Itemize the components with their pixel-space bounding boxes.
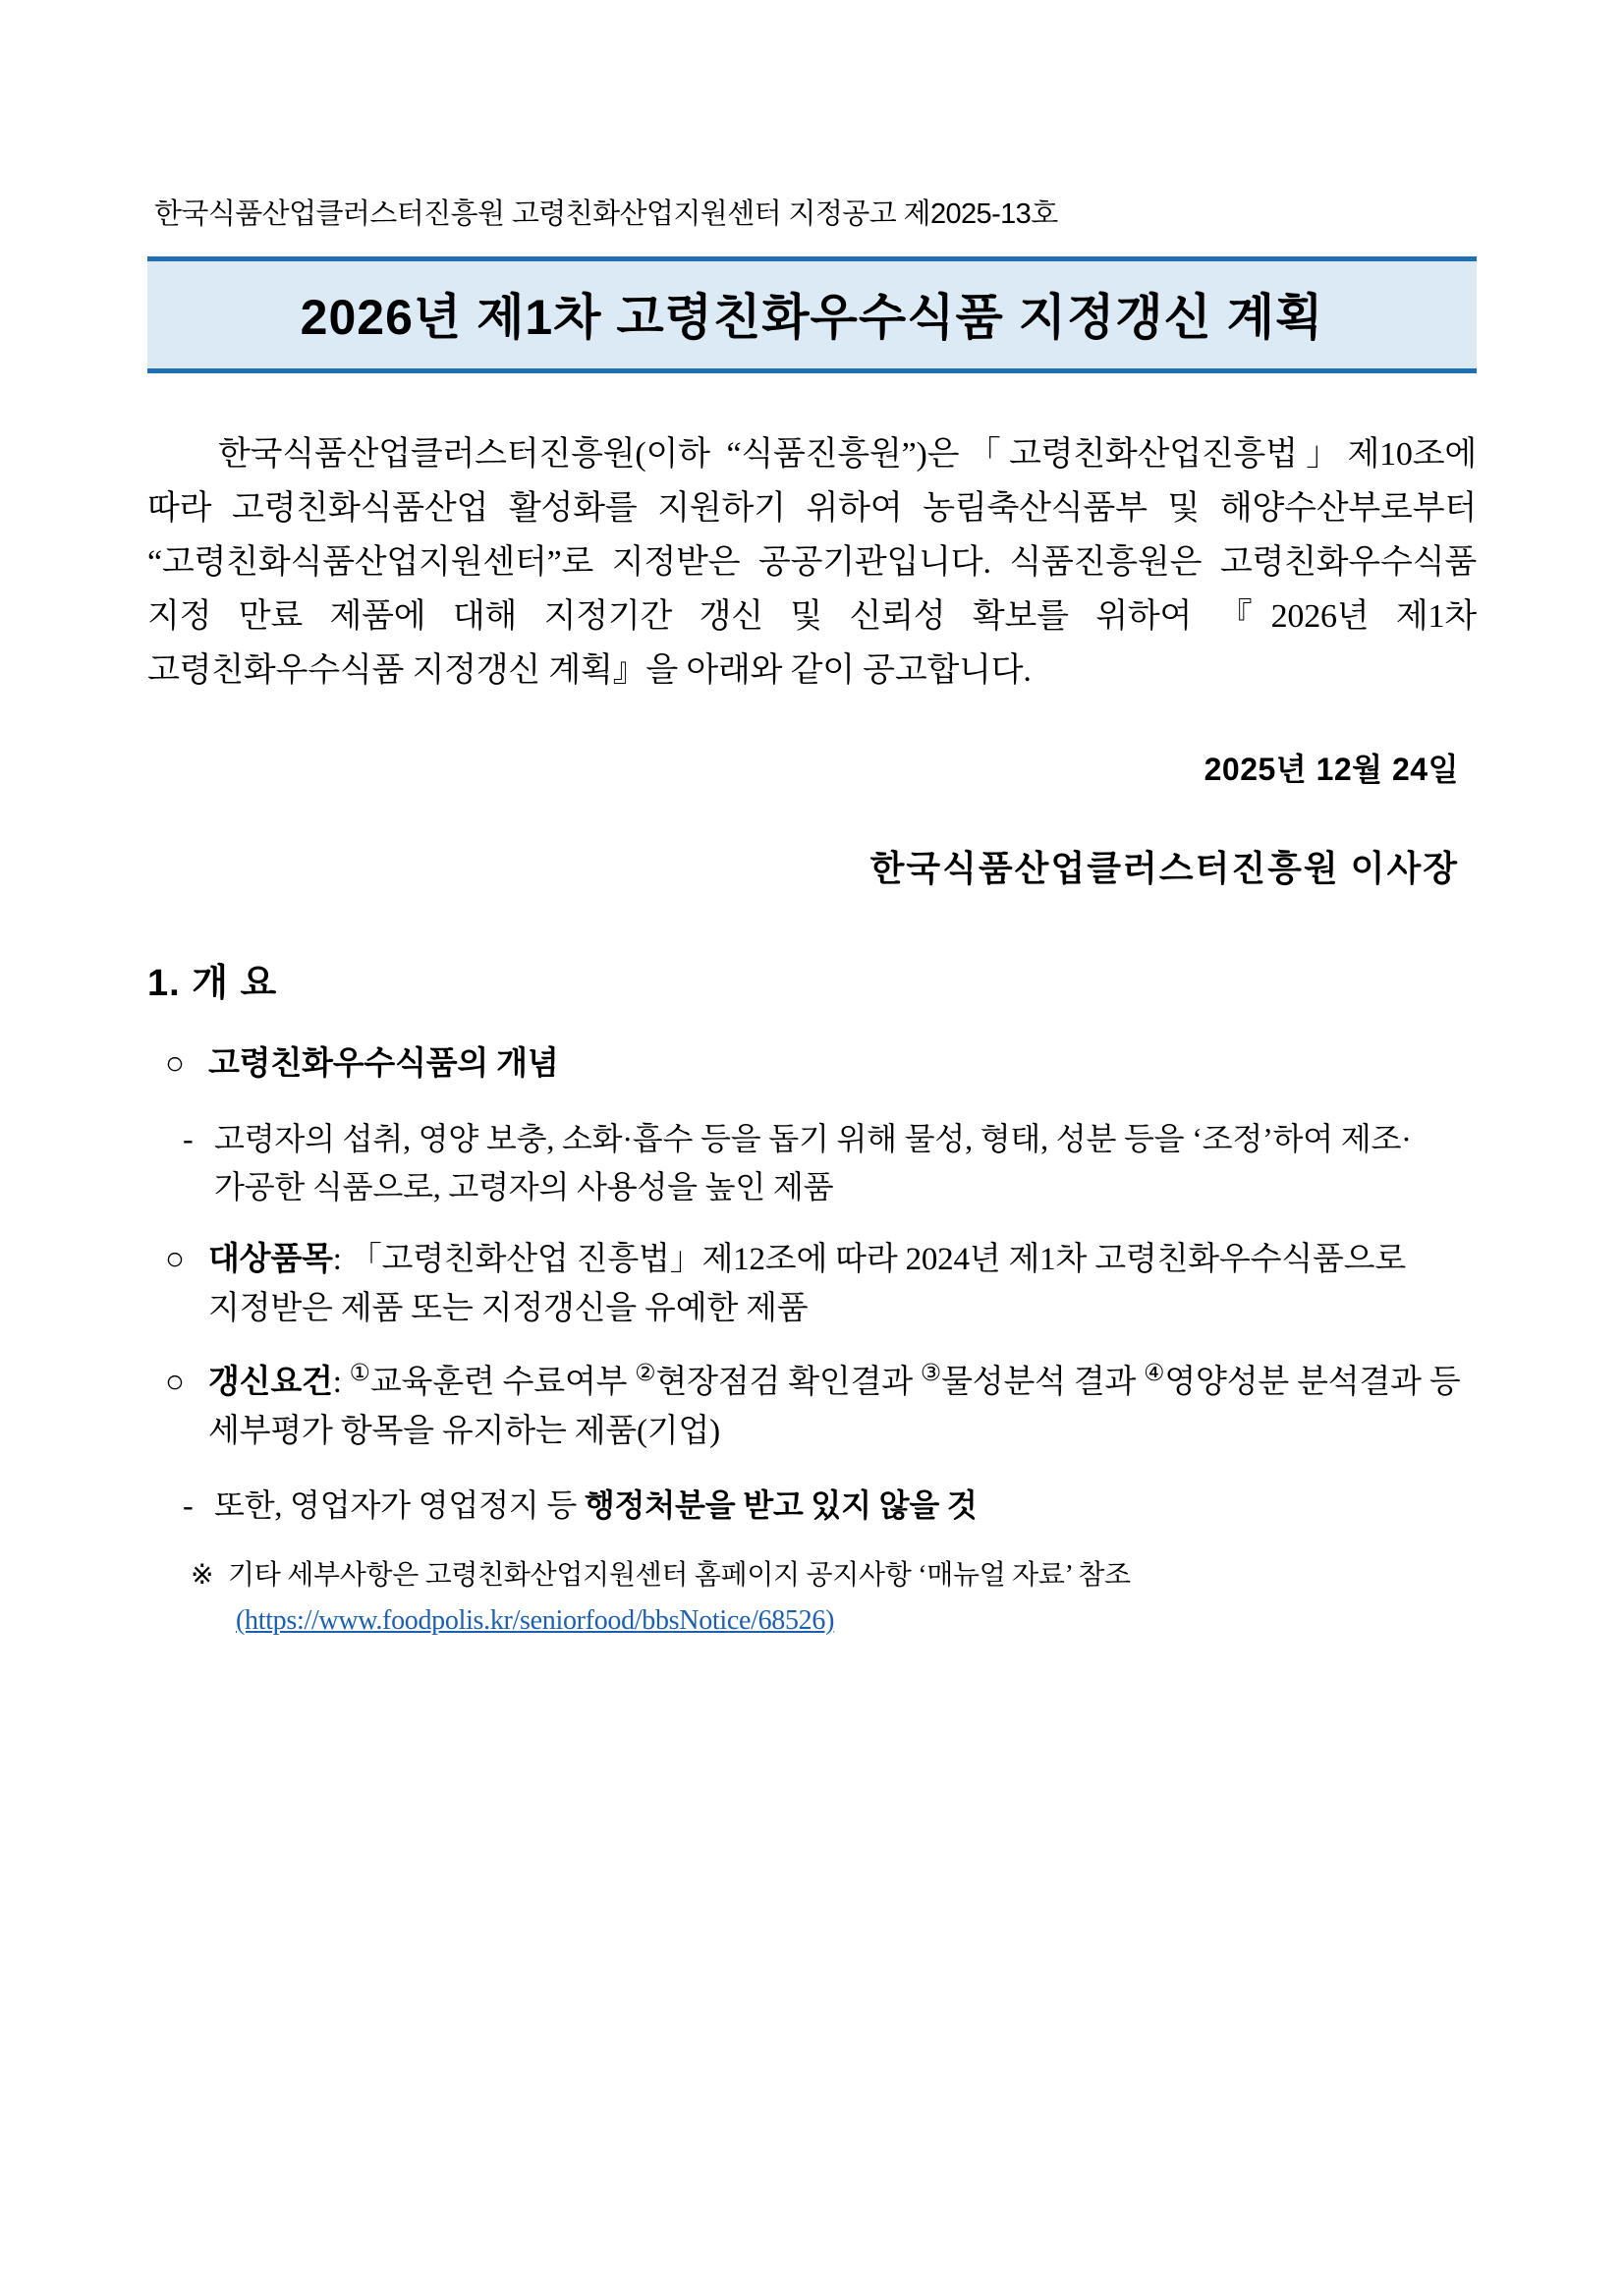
overview-target-item [165,1236,1477,1333]
list-item [147,1040,1477,1090]
overview-target-text: : 「고령친화산업 진흥법」제12조에 따라 2024년 제1차 고령친화우수식품으로 지정받은 제품 또는 지정갱신을 유예한 제품 [208,1242,1406,1326]
reference-note-link[interactable]: (https://www.foodpolis.kr/seniorfood/bbsNotice/68526) [236,1604,835,1636]
overview-renewal-text-3: 물성분석 결과 [941,1365,1145,1401]
page-title: 2026년 제1차 고령친화우수식품 지정갱신 계획 [300,290,1324,345]
issuing-organization: 한국식품산업클러스터진흥원 이사장 [869,849,1459,889]
overview-renewal-detail-text: 또한, 영업자가 영업정지 등 [214,1487,585,1524]
overview-concept-label: 고령친화우수식품의 개념 [208,1046,559,1083]
list-item [147,1482,1477,1530]
overview-renewal-detail [183,1482,1477,1530]
reference-note-body [228,1555,1477,1642]
bullet-dash-marker: - [183,1120,194,1156]
section-heading-overview: 1. 개 요 [147,963,278,1005]
reference-note-text: 기타 세부사항은 고령친화산업지원센터 홈페이지 공지사항 ‘매뉴얼 자료’ 참조 [228,1559,1131,1591]
intro-text: 한국식품산업클러스터진흥원(이하 “식품진흥원”)은「고령친화산업진흥법」제10조에 따라 고령친화식품산업 활성화를 지원하기 위하여 농림축산식품부 및 해양수산부로부터 “고령친화식품산업지원센터”로 지정받은 공공기관입니다. 식품진흥원은 고령친화우수식품 지정 만료 제품에 대해 지정기간 갱신 및 신뢰성 확보를 위하여 『2026년 제1차 고령친화우수식품 지정갱신 계획』을 아래와 같이 공고합니다. [147,436,1477,690]
reference-mark-icon: ※ [191,1559,214,1591]
overview-renewal-detail-body [214,1482,1477,1530]
overview-target-body [208,1236,1477,1333]
list-item [147,1359,1477,1456]
overview-renewal-text-2: 현장점검 확인결과 [655,1365,921,1401]
overview-renewal-body [208,1359,1477,1456]
overview-renewal-text-4: 영양성분 분석결과 등 세부평가 항목을 유지하는 제품(기업) [208,1365,1461,1449]
circled-number-3: ③ [921,1359,942,1387]
overview-renewal-label: 갱신요건 [208,1365,333,1401]
circled-number-2: ② [635,1359,656,1387]
overview-concept-detail-text: 고령자의 섭취, 영양 보충, 소화·흡수 등을 돕기 위해 물성, 형태, 성분 등을 ‘조정’하여 제조·가공한 식품으로, 고령자의 사용성을 높인 제품 [214,1120,1412,1204]
list-item [147,1115,1477,1210]
document-number: 한국식품산업클러스터진흥원 고령친화산업지원센터 지정공고 제2025-13호 [154,198,1058,230]
publication-date: 2025년 12월 24일 [1204,752,1459,788]
overview-concept-detail [183,1115,1477,1210]
intro-paragraph [147,427,1477,698]
overview-renewal-colon: : [332,1365,350,1401]
overview-concept-item [165,1040,1477,1090]
overview-target-label: 대상품목 [208,1242,333,1278]
overview-renewal-text-1: 교육훈련 수료여부 [369,1365,636,1401]
reference-note [191,1555,1477,1642]
title-banner [147,256,1477,373]
overview-renewal-detail-emphasis: 행정처분을 받고 있지 않을 것 [584,1487,978,1524]
bullet-circle-marker: ○ [165,1365,185,1401]
bullet-dash-marker: - [183,1487,194,1524]
circled-number-1: ① [349,1359,370,1387]
circled-number-4: ④ [1144,1359,1165,1387]
bullet-circle-marker: ○ [165,1242,185,1278]
overview-renewal-item [165,1359,1477,1456]
bullet-circle-marker: ○ [165,1046,185,1083]
list-item [147,1236,1477,1333]
